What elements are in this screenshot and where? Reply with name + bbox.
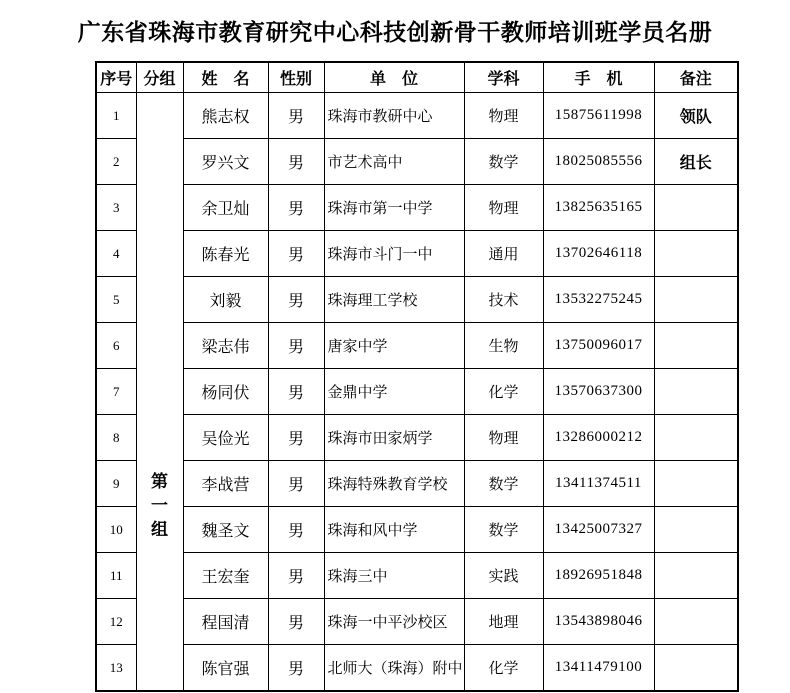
table-row bbox=[96, 415, 738, 461]
table-body bbox=[96, 93, 738, 692]
cell-phone: 18025085556 bbox=[543, 139, 654, 185]
cell-name: 梁志伟 bbox=[183, 323, 268, 369]
table-row bbox=[96, 599, 738, 645]
cell-subject: 化学 bbox=[464, 645, 543, 692]
cell-serial-number: 4 bbox=[96, 231, 136, 277]
cell-unit: 珠海理工学校 bbox=[324, 277, 464, 323]
cell-unit: 金鼎中学 bbox=[324, 369, 464, 415]
cell-unit: 珠海一中平沙校区 bbox=[324, 599, 464, 645]
cell-gender: 男 bbox=[268, 461, 324, 507]
cell-gender: 男 bbox=[268, 185, 324, 231]
group-label-text: 第一组 bbox=[151, 472, 168, 539]
cell-unit: 珠海市斗门一中 bbox=[324, 231, 464, 277]
cell-note: 领队 bbox=[654, 93, 738, 139]
table-row bbox=[96, 369, 738, 415]
cell-name: 陈春光 bbox=[183, 231, 268, 277]
cell-phone: 18926951848 bbox=[543, 553, 654, 599]
cell-subject: 地理 bbox=[464, 599, 543, 645]
table-row bbox=[96, 139, 738, 185]
cell-phone: 13750096017 bbox=[543, 323, 654, 369]
table-row bbox=[96, 231, 738, 277]
page-title: 广东省珠海市教育研究中心科技创新骨干教师培训班学员名册 bbox=[77, 20, 713, 45]
cell-subject: 化学 bbox=[464, 369, 543, 415]
cell-name: 陈官强 bbox=[183, 645, 268, 692]
cell-phone: 13286000212 bbox=[543, 415, 654, 461]
cell-unit: 北师大（珠海）附中 bbox=[324, 645, 464, 692]
cell-name: 熊志权 bbox=[183, 93, 268, 139]
column-header-unit: 单 位 bbox=[324, 62, 464, 93]
cell-serial-number: 10 bbox=[96, 507, 136, 553]
cell-name: 程国清 bbox=[183, 599, 268, 645]
cell-note bbox=[654, 507, 738, 553]
column-header-gender: 性别 bbox=[268, 62, 324, 93]
cell-name: 王宏奎 bbox=[183, 553, 268, 599]
cell-gender: 男 bbox=[268, 93, 324, 139]
cell-group bbox=[136, 93, 183, 692]
cell-gender: 男 bbox=[268, 369, 324, 415]
cell-unit: 唐家中学 bbox=[324, 323, 464, 369]
cell-gender: 男 bbox=[268, 139, 324, 185]
cell-note bbox=[654, 415, 738, 461]
cell-unit: 珠海特殊教育学校 bbox=[324, 461, 464, 507]
cell-name: 刘毅 bbox=[183, 277, 268, 323]
cell-serial-number: 11 bbox=[96, 553, 136, 599]
cell-phone: 13411374511 bbox=[543, 461, 654, 507]
cell-serial-number: 12 bbox=[96, 599, 136, 645]
cell-serial-number: 13 bbox=[96, 645, 136, 692]
column-header-group: 分组 bbox=[136, 62, 183, 93]
cell-subject: 生物 bbox=[464, 323, 543, 369]
cell-note bbox=[654, 461, 738, 507]
cell-phone: 13411479100 bbox=[543, 645, 654, 692]
cell-unit: 珠海三中 bbox=[324, 553, 464, 599]
cell-gender: 男 bbox=[268, 599, 324, 645]
column-header-phone: 手 机 bbox=[543, 62, 654, 93]
cell-note bbox=[654, 323, 738, 369]
cell-name: 李战营 bbox=[183, 461, 268, 507]
cell-phone: 13570637300 bbox=[543, 369, 654, 415]
table-row bbox=[96, 645, 738, 692]
cell-subject: 物理 bbox=[464, 415, 543, 461]
column-header-name: 姓 名 bbox=[183, 62, 268, 93]
cell-unit: 珠海市第一中学 bbox=[324, 185, 464, 231]
table-row bbox=[96, 553, 738, 599]
cell-name: 余卫灿 bbox=[183, 185, 268, 231]
column-header-note: 备注 bbox=[654, 62, 738, 93]
column-header-subject: 学科 bbox=[464, 62, 543, 93]
cell-name: 杨同伏 bbox=[183, 369, 268, 415]
cell-subject: 物理 bbox=[464, 185, 543, 231]
table-row bbox=[96, 185, 738, 231]
roster-table bbox=[95, 61, 739, 692]
cell-name: 罗兴文 bbox=[183, 139, 268, 185]
cell-phone: 13702646118 bbox=[543, 231, 654, 277]
cell-subject: 通用 bbox=[464, 231, 543, 277]
column-header-serial: 序号 bbox=[96, 62, 136, 93]
cell-note bbox=[654, 553, 738, 599]
cell-note bbox=[654, 185, 738, 231]
cell-gender: 男 bbox=[268, 415, 324, 461]
cell-gender: 男 bbox=[268, 231, 324, 277]
cell-phone: 15875611998 bbox=[543, 93, 654, 139]
cell-note bbox=[654, 645, 738, 692]
cell-note: 组长 bbox=[654, 139, 738, 185]
cell-subject: 实践 bbox=[464, 553, 543, 599]
cell-name: 魏圣文 bbox=[183, 507, 268, 553]
cell-serial-number: 3 bbox=[96, 185, 136, 231]
cell-note bbox=[654, 369, 738, 415]
cell-gender: 男 bbox=[268, 277, 324, 323]
cell-unit: 市艺术高中 bbox=[324, 139, 464, 185]
cell-serial-number: 2 bbox=[96, 139, 136, 185]
cell-subject: 数学 bbox=[464, 507, 543, 553]
header-row bbox=[96, 62, 738, 93]
cell-unit: 珠海市教研中心 bbox=[324, 93, 464, 139]
cell-subject: 技术 bbox=[464, 277, 543, 323]
cell-serial-number: 9 bbox=[96, 461, 136, 507]
cell-phone: 13532275245 bbox=[543, 277, 654, 323]
cell-phone: 13425007327 bbox=[543, 507, 654, 553]
cell-unit: 珠海和风中学 bbox=[324, 507, 464, 553]
table-row bbox=[96, 461, 738, 507]
cell-gender: 男 bbox=[268, 323, 324, 369]
cell-gender: 男 bbox=[268, 645, 324, 692]
cell-note bbox=[654, 231, 738, 277]
cell-phone: 13825635165 bbox=[543, 185, 654, 231]
cell-serial-number: 5 bbox=[96, 277, 136, 323]
cell-note bbox=[654, 277, 738, 323]
cell-subject: 数学 bbox=[464, 461, 543, 507]
cell-gender: 男 bbox=[268, 553, 324, 599]
cell-serial-number: 1 bbox=[96, 93, 136, 139]
cell-serial-number: 7 bbox=[96, 369, 136, 415]
cell-serial-number: 8 bbox=[96, 415, 136, 461]
table-row bbox=[96, 277, 738, 323]
cell-serial-number: 6 bbox=[96, 323, 136, 369]
table-row bbox=[96, 323, 738, 369]
cell-phone: 13543898046 bbox=[543, 599, 654, 645]
cell-subject: 数学 bbox=[464, 139, 543, 185]
table-row bbox=[96, 507, 738, 553]
table-row bbox=[96, 93, 738, 139]
cell-unit: 珠海市田家炳学 bbox=[324, 415, 464, 461]
group-label bbox=[137, 470, 183, 542]
cell-gender: 男 bbox=[268, 507, 324, 553]
cell-note bbox=[654, 599, 738, 645]
cell-subject: 物理 bbox=[464, 93, 543, 139]
cell-name: 吴俭光 bbox=[183, 415, 268, 461]
